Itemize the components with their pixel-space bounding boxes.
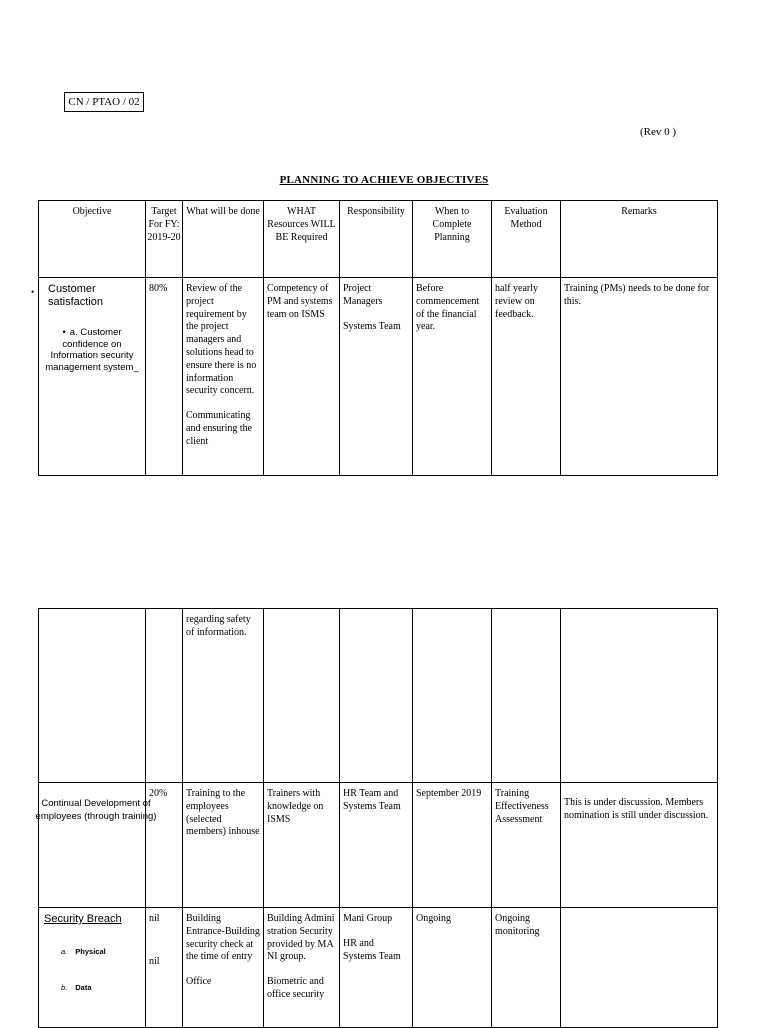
target-cell: 80% xyxy=(146,278,183,476)
document-code: CN / PTAO / 02 xyxy=(64,92,144,112)
responsibility-text-2: Systems Team xyxy=(343,320,401,332)
target-cell xyxy=(146,609,183,783)
page-title: PLANNING TO ACHIEVE OBJECTIVES xyxy=(279,174,489,186)
what-done-text: Building Entrance-Building security check at the time of entry xyxy=(186,913,260,963)
table-row xyxy=(39,609,718,783)
responsibility-text: Project Managers xyxy=(343,283,383,307)
what-done-text-2: Communicating and ensuring the client xyxy=(186,410,253,447)
header-resources: WHAT Resources WILL BE Required xyxy=(264,201,340,278)
resources-cell: Trainers with knowledge on ISMS xyxy=(264,783,340,908)
sub-item-letter: a. xyxy=(61,947,68,956)
header-responsibility: Responsibility xyxy=(340,201,413,278)
resources-text-2: Biometric and office security xyxy=(267,976,325,1000)
sub-item-physical xyxy=(61,947,106,956)
what-done-cell xyxy=(183,908,264,1028)
revision-label: (Rev 0 ) xyxy=(640,126,677,138)
target-cell xyxy=(146,908,183,1028)
objective-text: Customer satisfaction xyxy=(48,283,104,308)
evaluation-cell: half yearly review on feedback. xyxy=(492,278,561,476)
resources-cell xyxy=(264,908,340,1028)
table-row xyxy=(39,278,718,476)
what-done-cell: Training to the employees (selected members) inhouse xyxy=(183,783,264,908)
target-cell: 20% xyxy=(146,783,183,908)
objective-cell xyxy=(39,278,146,476)
responsibility-cell xyxy=(340,908,413,1028)
target-text-2: nil xyxy=(149,955,160,967)
remarks-cell xyxy=(561,609,718,783)
header-remarks: Remarks xyxy=(561,201,718,278)
responsibility-cell xyxy=(340,609,413,783)
resources-cell: Competency of PM and systems team on ISMS xyxy=(264,278,340,476)
objectives-table-page1 xyxy=(38,200,718,476)
responsibility-cell: HR Team and Systems Team xyxy=(340,783,413,908)
sub-item-label: Data xyxy=(75,983,92,992)
header-when: When to Complete Planning xyxy=(413,201,492,278)
evaluation-cell: Ongoing monitoring xyxy=(492,908,561,1028)
remarks-cell: Training (PMs) needs to be done for this. xyxy=(561,278,718,476)
evaluation-cell xyxy=(492,609,561,783)
remarks-cell xyxy=(561,783,718,908)
when-cell: Ongoing xyxy=(413,908,492,1028)
what-done-text-2: Office xyxy=(186,976,212,988)
continual-development-objective: Continual Development of employees (through training) xyxy=(35,798,157,822)
table-header-row xyxy=(39,201,718,278)
sub-objective xyxy=(42,327,142,373)
when-cell: September 2019 xyxy=(413,783,492,908)
when-cell: Before commencement of the financial year. xyxy=(413,278,492,476)
header-what-done: What will be done xyxy=(183,201,264,278)
resources-text: Building Administration Security provided by MANI group. xyxy=(267,913,335,963)
what-done-text: Review of the project requirement by the project managers and solutions head to ensure there is no information security concern. xyxy=(186,283,257,397)
header-evaluation: Evaluation Method xyxy=(492,201,561,278)
sub-bullet-icon: • xyxy=(62,327,66,338)
objective-cell xyxy=(39,908,146,1028)
header-objective: Objective xyxy=(39,201,146,278)
what-done-cell xyxy=(183,278,264,476)
sub-item-data xyxy=(61,983,92,992)
sub-objective-text: a. Customer confidence on Information security management system_ xyxy=(45,327,139,373)
responsibility-text: Mani Group xyxy=(343,913,393,924)
when-cell xyxy=(413,609,492,783)
header-target: Target For FY: 2019-20 xyxy=(146,201,183,278)
objective-text: Security Breach xyxy=(44,913,122,925)
target-text: nil xyxy=(149,913,160,924)
resources-cell xyxy=(264,609,340,783)
bullet-icon: • xyxy=(31,287,35,297)
evaluation-cell: Training Effectiveness Assessment xyxy=(492,783,561,908)
responsibility-cell xyxy=(340,278,413,476)
what-done-cell: regarding safety of information. xyxy=(183,609,264,783)
remarks-cell xyxy=(561,908,718,1028)
sub-item-letter: b. xyxy=(61,983,68,992)
remarks-text: This is under discussion. Members nomination is still under discussion. xyxy=(564,797,709,821)
table-row xyxy=(39,908,718,1028)
objective-cell xyxy=(39,609,146,783)
responsibility-text-2: HR and Systems Team xyxy=(343,937,401,962)
sub-item-label: Physical xyxy=(75,947,106,956)
